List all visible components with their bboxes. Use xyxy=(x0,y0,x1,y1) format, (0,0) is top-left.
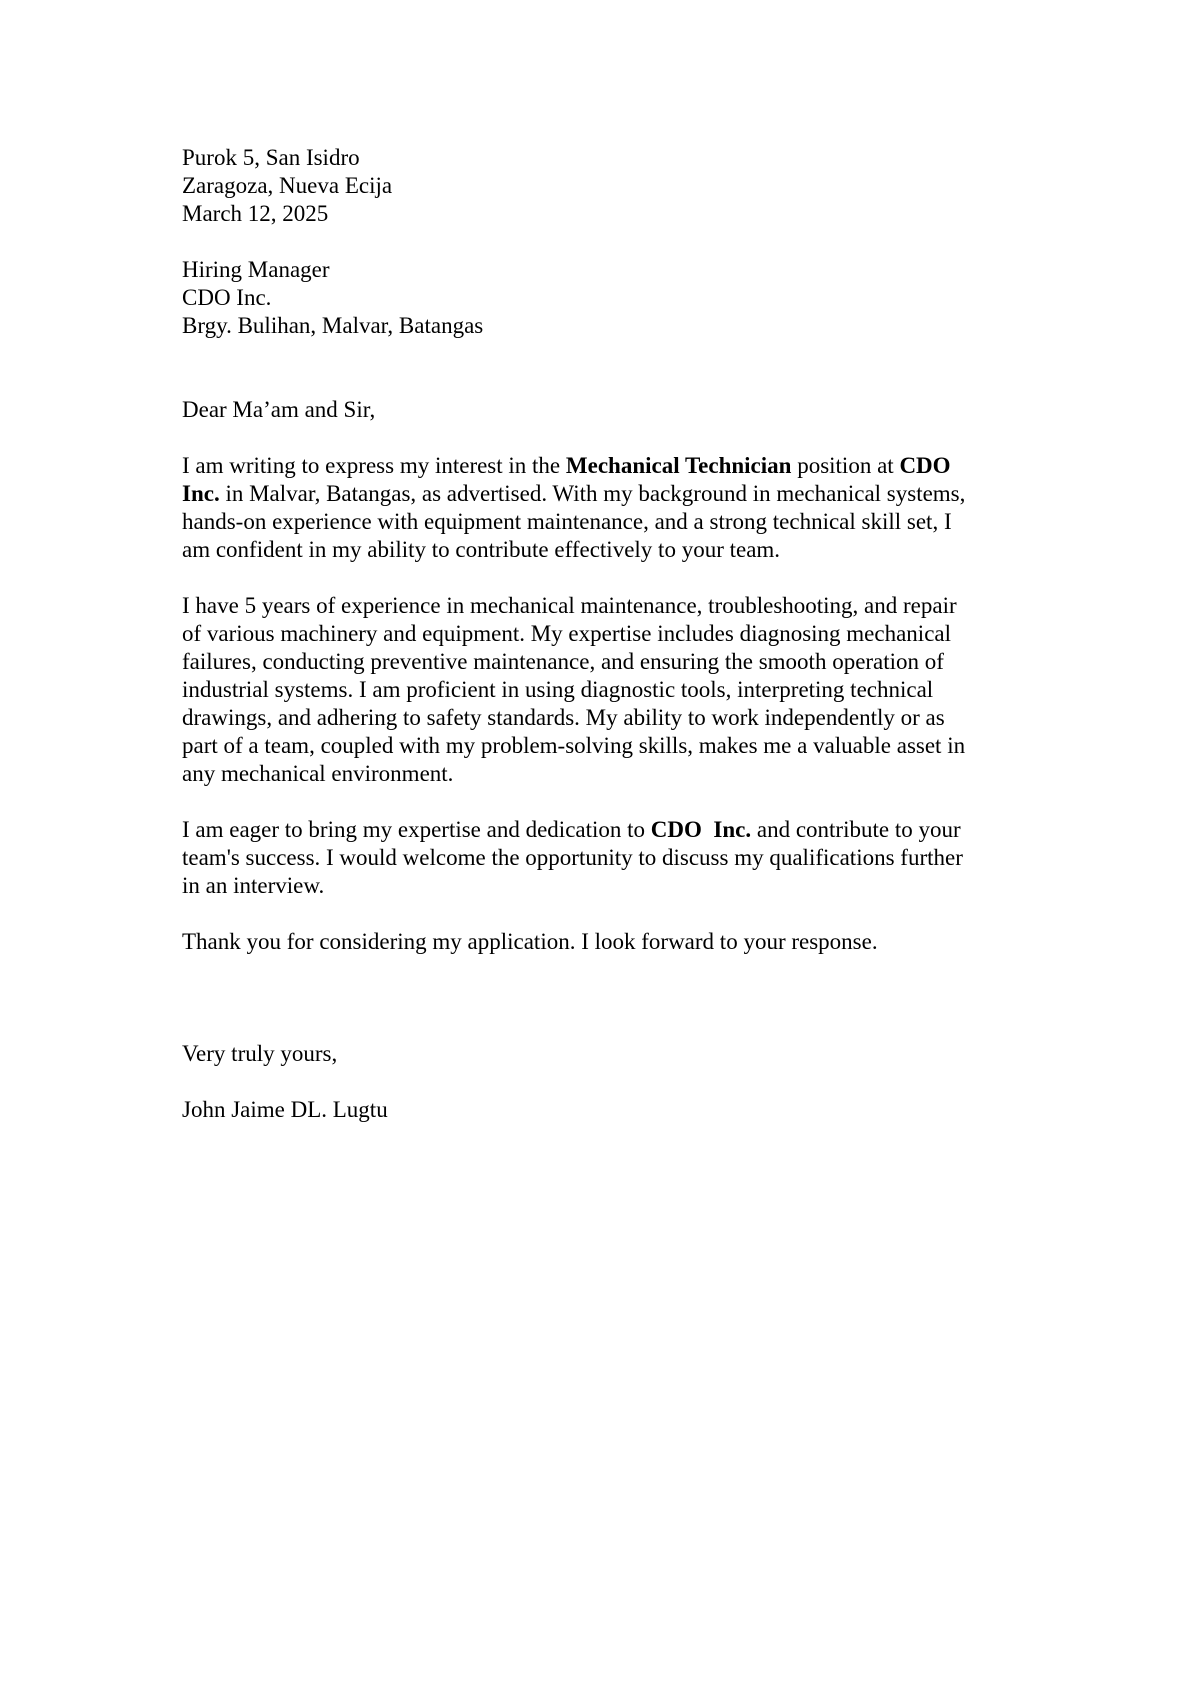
letter-date: March 12, 2025 xyxy=(182,201,329,226)
sender-block xyxy=(182,144,1022,228)
salutation-text: Dear Ma’am and Sir, xyxy=(182,397,376,422)
signature xyxy=(182,1096,1022,1124)
paragraph-line: failures, conducting preventive maintenance, and ensuring the smooth operation of xyxy=(182,649,944,674)
paragraph-line: am confident in my ability to contribute effectively to your team. xyxy=(182,537,781,562)
thanks-paragraph xyxy=(182,928,1022,956)
paragraph-line: industrial systems. I am proficient in using diagnostic tools, interpreting technical xyxy=(182,677,934,702)
paragraph-line: I have 5 years of experience in mechanical maintenance, troubleshooting, and repair xyxy=(182,593,957,618)
text-run: I am eager to bring my expertise and dedication to xyxy=(182,817,651,842)
paragraph-experience xyxy=(182,592,1022,788)
text-run: and contribute to your xyxy=(751,817,961,842)
paragraph-line: drawings, and adhering to safety standards. My ability to work independently or as xyxy=(182,705,945,730)
recipient-title: Hiring Manager xyxy=(182,257,330,282)
recipient-company: CDO Inc. xyxy=(182,285,272,310)
company-name: CDO xyxy=(899,453,951,478)
paragraph-line: part of a team, coupled with my problem-solving skills, makes me a valuable asset in xyxy=(182,733,966,758)
thanks-text: Thank you for considering my application. I look forward to your response. xyxy=(182,929,878,954)
sender-address-line1: Purok 5, San Isidro xyxy=(182,145,360,170)
signer-name: John Jaime DL. Lugtu xyxy=(182,1097,388,1122)
paragraph-line xyxy=(182,452,1022,480)
paragraph-line xyxy=(182,480,1022,508)
company-name: Inc. xyxy=(182,481,220,506)
paragraph-line: of various machinery and equipment. My expertise includes diagnosing mechanical xyxy=(182,621,951,646)
recipient-address: Brgy. Bulihan, Malvar, Batangas xyxy=(182,313,484,338)
company-name: CDO Inc. xyxy=(650,817,752,842)
text-run: I am writing to express my interest in the xyxy=(182,453,566,478)
text-run: position at xyxy=(791,453,900,478)
text-run: in Malvar, Batangas, as advertised. With my background in mechanical systems, xyxy=(219,481,966,506)
paragraph-line xyxy=(182,816,1022,844)
paragraph-line: hands-on experience with equipment maintenance, and a strong technical skill set, I xyxy=(182,509,952,534)
closing-text: Very truly yours, xyxy=(182,1041,338,1066)
sender-address-line2: Zaragoza, Nueva Ecija xyxy=(182,173,393,198)
paragraph-intro xyxy=(182,452,1022,564)
cover-letter xyxy=(182,144,1022,1124)
closing xyxy=(182,1040,1022,1068)
paragraph-line: in an interview. xyxy=(182,873,325,898)
position-name: Mechanical Technician xyxy=(565,453,792,478)
salutation xyxy=(182,396,1022,424)
recipient-block xyxy=(182,256,1022,340)
paragraph-line: team's success. I would welcome the opportunity to discuss my qualifications further xyxy=(182,845,963,870)
paragraph-eager xyxy=(182,816,1022,900)
paragraph-line: any mechanical environment. xyxy=(182,761,454,786)
